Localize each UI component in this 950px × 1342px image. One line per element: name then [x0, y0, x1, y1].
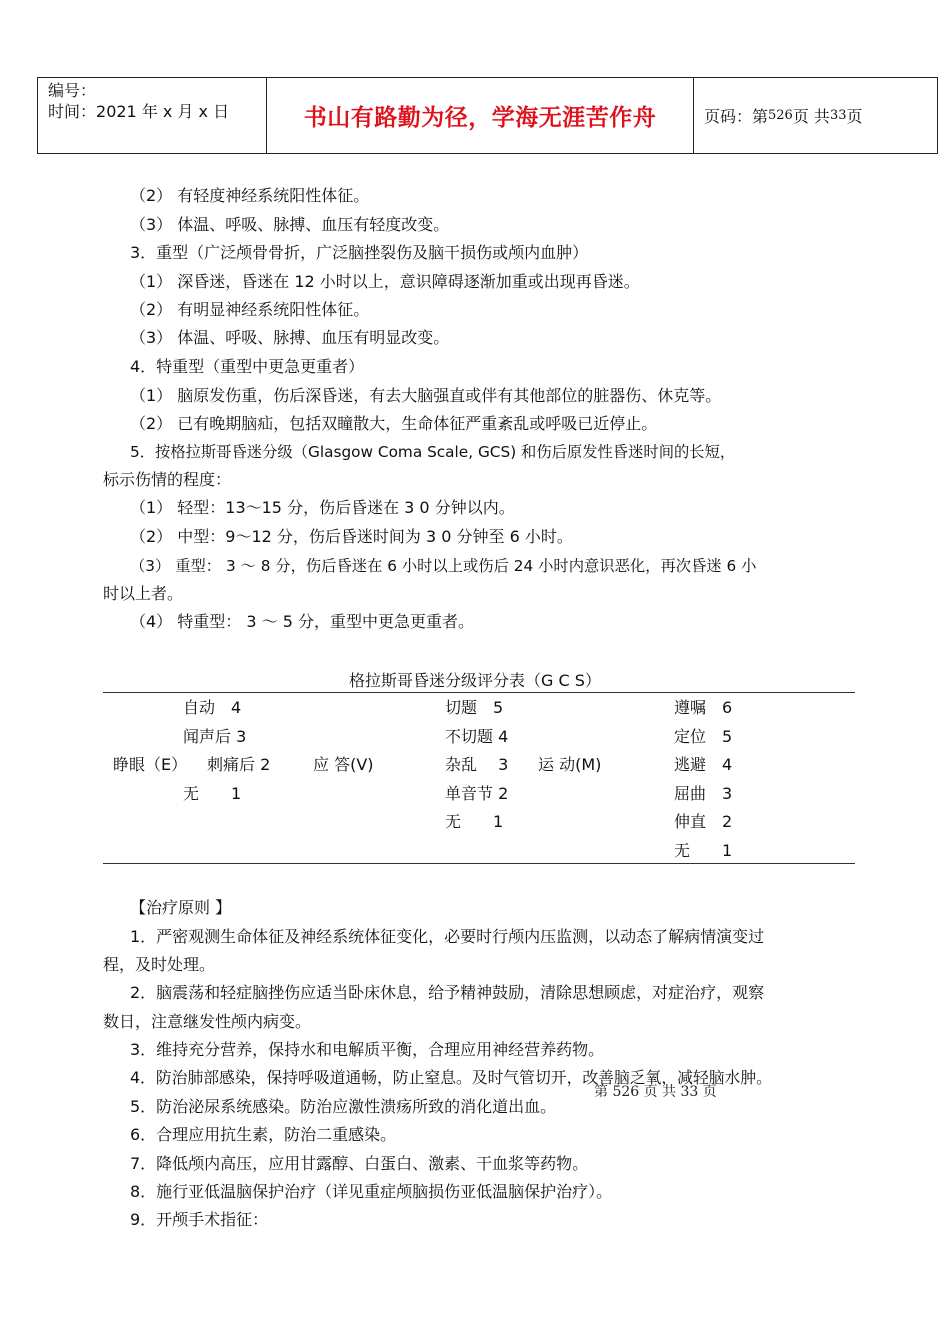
body-line: （2） 有轻度神经系统阳性体征。 [130, 186, 370, 205]
header-left-cell [38, 78, 267, 153]
motor-item: 屈曲 3 [674, 784, 733, 803]
page-mid: 页 共 [792, 107, 830, 126]
eye-item: 无 1 [183, 784, 242, 803]
treatment-line: 8．施行亚低温脑保护治疗（详见重症颅脑损伤亚低温脑保护治疗）。 [130, 1182, 613, 1201]
page-prefix: 页码：第 [704, 107, 769, 126]
time-label: 时间： [48, 102, 97, 121]
treatment-line: 7．降低颅内高压，应用甘露醇、白蛋白、激素、干血浆等药物。 [130, 1154, 589, 1173]
page-total: 33 [829, 108, 847, 123]
motor-item: 无 1 [674, 841, 733, 860]
header-box [37, 77, 938, 154]
eye-label: 睁眼（E） [113, 755, 188, 774]
page-current: 526 [768, 108, 793, 123]
body-line: （4） 特重型： 3 ～ 5 分，重型中更急更重者。 [130, 612, 474, 631]
body-line: （3） 体温、呼吸、脉搏、血压有明显改变。 [130, 328, 450, 347]
verbal-item: 切题 5 [445, 698, 504, 717]
treatment-heading: 【治疗原则 】 [130, 898, 232, 917]
treatment-line: 2．脑震荡和轻症脑挫伤应适当卧床休息，给予精神鼓励，清除思想顾虑，对症治疗，观察 [130, 983, 765, 1002]
gcs-table-title: 格拉斯哥昏迷分级评分表（G C S） [349, 671, 601, 690]
body-line: 标示伤情的程度： [103, 470, 232, 489]
time-line [48, 101, 266, 122]
eye-item: 刺痛后 2 [207, 755, 271, 774]
body-line: （1） 深昏迷，昏迷在 12 小时以上，意识障碍逐渐加重或出现再昏迷。 [130, 272, 640, 291]
treatment-line: 1．严密观测生命体征及神经系统体征变化，必要时行颅内压监测，以动态了解病情演变过 [130, 927, 765, 946]
motor-label: 运 动(M) [538, 755, 602, 774]
body-line: 5．按格拉斯哥昏迷分级（Glasgow Coma Scale, GCS) 和伤后原发性昏迷时间的长短， [130, 443, 736, 461]
treatment-line: 3．维持充分营养，保持水和电解质平衡，合理应用神经营养药物。 [130, 1040, 605, 1059]
body-line: （2） 中型：9～12 分，伤后昏迷时间为 3 0 分钟至 6 小时。 [130, 527, 573, 546]
treatment-line: 4．防治肺部感染，保持呼吸道通畅，防止窒息。及时气管切开，改善脑乏氧，减轻脑水肿。 [130, 1068, 772, 1087]
page-suffix: 页 [846, 107, 863, 126]
motto: 书山有路勤为径，学海无涯苦作舟 [303, 105, 657, 131]
page-number-cell [694, 78, 937, 153]
verbal-item: 杂乱 3 [445, 755, 509, 774]
table-bottom-rule [103, 863, 855, 864]
verbal-item: 单音节 2 [445, 784, 509, 803]
eye-item: 闻声后 3 [183, 727, 247, 746]
treatment-line: 5．防治泌尿系统感染。防治应激性溃疡所致的消化道出血。 [130, 1097, 557, 1116]
body-line: （1） 脑原发伤重，伤后深昏迷，有去大脑强直或伴有其他部位的脏器伤、休克等。 [130, 386, 722, 405]
body-line: 3．重型（广泛颅骨骨折，广泛脑挫裂伤及脑干损伤或颅内血肿） [130, 243, 589, 262]
table-top-rule [103, 692, 855, 693]
treatment-line: 6．合理应用抗生素，防治二重感染。 [130, 1125, 397, 1144]
body-line: 时以上者。 [103, 584, 184, 603]
motor-item: 遵嘱 6 [674, 698, 733, 717]
motor-item: 逃避 4 [674, 755, 733, 774]
body-line: （3） 重型： 3 ～ 8 分，伤后昏迷在 6 小时以上或伤后 24 小时内意识恶化，再次昏迷 6 小 [130, 557, 757, 575]
verbal-item: 无 1 [445, 812, 504, 831]
treatment-line: 程，及时处理。 [103, 955, 216, 974]
motor-item: 伸直 2 [674, 812, 733, 831]
verbal-item: 不切题 4 [445, 727, 509, 746]
body-line: （2） 有明显神经系统阳性体征。 [130, 300, 370, 319]
treatment-line: 数日，注意继发性颅内病变。 [103, 1012, 312, 1031]
page-footer-note: 第 526 页 共 33 页 [594, 1084, 717, 1100]
body-line: （2） 已有晚期脑疝，包括双瞳散大，生命体征严重紊乱或呼吸已近停止。 [130, 414, 658, 433]
eye-item: 自动 4 [183, 698, 242, 717]
treatment-line: 9．开颅手术指征： [130, 1210, 269, 1229]
time-value: 2021 年 x 月 x 日 [96, 102, 230, 121]
number-label: 编号： [48, 81, 97, 100]
body-line: 4．特重型（重型中更急更重者） [130, 357, 365, 376]
verbal-label: 应 答(V) [313, 755, 374, 774]
body-line: （1） 轻型：13～15 分，伤后昏迷在 3 0 分钟以内。 [130, 498, 515, 517]
motor-item: 定位 5 [674, 727, 733, 746]
motto-cell [267, 78, 694, 153]
body-line: （3） 体温、呼吸、脉搏、血压有轻度改变。 [130, 215, 450, 234]
